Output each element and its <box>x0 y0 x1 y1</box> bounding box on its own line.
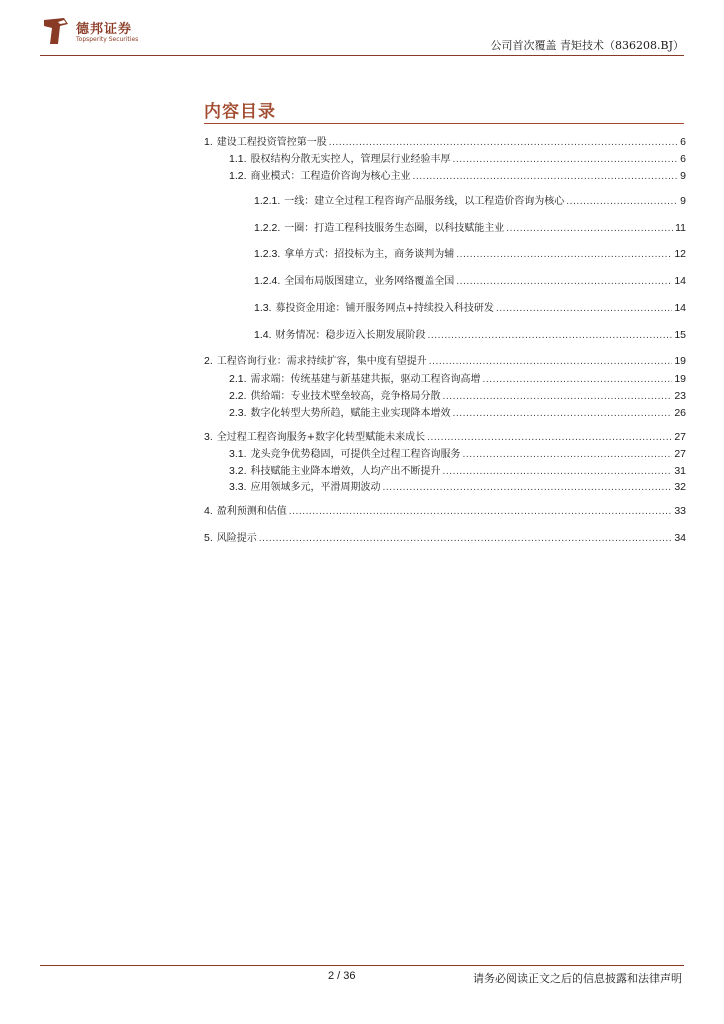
toc-entry-page: 31 <box>674 465 686 477</box>
toc-entry[interactable] <box>204 504 686 518</box>
toc-entry[interactable] <box>229 480 686 494</box>
toc-leader-dots <box>496 302 672 316</box>
toc-entry-number: 1.2. <box>229 170 247 182</box>
logo-name: 德邦证券 <box>76 22 133 37</box>
toc-leader-dots <box>443 465 673 479</box>
toc-entry[interactable] <box>254 194 686 208</box>
toc-entry-page: 15 <box>674 329 686 341</box>
toc-entry-number: 1.2.4. <box>254 275 281 287</box>
toc-entry-page: 9 <box>680 195 686 207</box>
toc-entry[interactable] <box>254 328 686 342</box>
toc-entry-number: 1. <box>204 136 213 148</box>
toc-entry-title: 财务情况：稳步迈入长期发展阶段 <box>275 330 426 341</box>
toc-entry[interactable] <box>254 221 686 235</box>
toc-entry-title: 全过程工程咨询服务+数字化转型赋能未来成长 <box>216 432 426 443</box>
toc-entry-page: 6 <box>680 136 686 148</box>
toc-leader-dots <box>456 275 672 289</box>
toc-entry[interactable] <box>254 247 686 261</box>
toc-entry[interactable] <box>229 169 686 183</box>
toc-entry-page: 34 <box>674 532 686 544</box>
toc-entry[interactable] <box>254 274 686 288</box>
toc-leader-dots <box>443 390 673 404</box>
toc-leader-dots <box>463 448 673 462</box>
toc-leader-dots <box>429 355 673 369</box>
toc-entry[interactable] <box>204 430 686 444</box>
toc-entry-title: 商业模式：工程造价咨询为核心主业 <box>250 171 411 182</box>
toc-entry-number: 2.1. <box>229 373 247 385</box>
toc-entry[interactable] <box>229 464 686 478</box>
toc-entry-title: 供给端：专业技术壁垒较高，竞争格局分散 <box>250 391 441 402</box>
page-number: 2 / 36 <box>328 970 356 982</box>
toc-entry-title: 股权结构分散无实控人，管理层行业经验丰厚 <box>250 154 451 165</box>
company-logo <box>40 14 180 48</box>
toc-entry[interactable] <box>254 301 686 315</box>
toc-entry-page: 27 <box>674 431 686 443</box>
footer-divider <box>40 965 684 966</box>
toc-entry-title: 数字化转型大势所趋，赋能主业实现降本增效 <box>250 408 451 419</box>
toc-entry-title: 全国布局版图建立，业务网络覆盖全国 <box>284 276 455 287</box>
toc-entry-page: 14 <box>674 275 686 287</box>
toc-leader-dots <box>483 373 673 387</box>
toc-entry-number: 3. <box>204 431 213 443</box>
toc-entry-number: 3.2. <box>229 465 247 477</box>
toc-entry-page: 32 <box>674 481 686 493</box>
toc-entry-page: 14 <box>674 302 686 314</box>
toc-entry-number: 4. <box>204 505 213 517</box>
toc-entry-title: 风险提示 <box>216 533 257 544</box>
toc-entry-number: 1.2.1. <box>254 195 281 207</box>
toc-entry-title: 工程咨询行业：需求持续扩容，集中度有望提升 <box>216 356 427 367</box>
toc-entry-number: 2.3. <box>229 407 247 419</box>
header-divider <box>40 55 684 56</box>
company-logo-icon <box>40 14 70 48</box>
toc-entry-page: 12 <box>674 248 686 260</box>
toc-entry[interactable] <box>229 372 686 386</box>
toc-leader-dots <box>428 329 673 343</box>
toc-entry-number: 2.2. <box>229 390 247 402</box>
toc-leader-dots <box>289 505 673 519</box>
toc-entry-title: 拿单方式：招投标为主，商务谈判为辅 <box>284 249 455 260</box>
toc-entry-title: 一线：建立全过程工程咨询产品服务线，以工程造价咨询为核心 <box>284 196 565 207</box>
toc-leader-dots <box>329 136 678 150</box>
toc-entry-page: 23 <box>674 390 686 402</box>
toc-entry[interactable] <box>229 406 686 420</box>
toc-title: 内容目录 <box>204 102 276 122</box>
toc-entry-page: 11 <box>675 222 686 234</box>
toc-leader-dots <box>566 195 678 209</box>
toc-entry-title: 科技赋能主业降本增效，人均产出不断提升 <box>250 466 441 477</box>
toc-entry-number: 1.4. <box>254 329 272 341</box>
disclaimer-note: 请务必阅读正文之后的信息披露和法律声明 <box>473 972 682 985</box>
toc-leader-dots <box>427 431 672 445</box>
toc-leader-dots <box>456 248 672 262</box>
toc-entry-number: 1.3. <box>254 302 272 314</box>
toc-entry-page: 33 <box>674 505 686 517</box>
toc-entry-title: 盈利预测和估值 <box>216 506 287 517</box>
toc-entry-number: 1.1. <box>229 153 247 165</box>
toc-entry-page: 19 <box>674 355 686 367</box>
toc-entry-number: 2. <box>204 355 213 367</box>
toc-leader-dots <box>383 481 673 495</box>
toc-entry-number: 1.2.3. <box>254 248 281 260</box>
toc-entry[interactable] <box>204 531 686 545</box>
toc-entry-number: 3.1. <box>229 448 247 460</box>
toc-entry-title: 募投资金用途：铺开服务网点+持续投入科技研发 <box>275 303 494 314</box>
report-info: 公司首次覆盖 青矩技术（836208.BJ） <box>490 39 684 52</box>
toc-entry-title: 一圈：打造工程科技服务生态圈，以科技赋能主业 <box>284 223 505 234</box>
toc-entry[interactable] <box>229 447 686 461</box>
logo-subtitle: Topsperity Securities <box>76 36 139 43</box>
toc-entry-page: 27 <box>674 448 686 460</box>
toc-leader-dots <box>453 153 679 167</box>
toc-title-divider <box>204 123 684 124</box>
toc-leader-dots <box>453 407 673 421</box>
toc-leader-dots <box>506 222 673 236</box>
toc-leader-dots <box>259 532 673 546</box>
toc-entry-page: 19 <box>674 373 686 385</box>
toc-entry-title: 应用领域多元，平滑周期波动 <box>250 482 381 493</box>
toc-entry-title: 建设工程投资管控第一股 <box>216 137 327 148</box>
toc-entry-number: 3.3. <box>229 481 247 493</box>
toc-entry[interactable] <box>229 389 686 403</box>
toc-leader-dots <box>413 170 679 184</box>
toc-entry[interactable] <box>204 354 686 368</box>
toc-entry-page: 9 <box>680 170 686 182</box>
toc-entry-page: 26 <box>674 407 686 419</box>
toc-entry-number: 1.2.2. <box>254 222 281 234</box>
toc-entry-title: 需求端：传统基建与新基建共振，驱动工程咨询高增 <box>250 374 481 385</box>
toc-entry-title: 龙头竞争优势稳固，可提供全过程工程咨询服务 <box>250 449 461 460</box>
toc-entry-number: 5. <box>204 532 213 544</box>
toc-entry[interactable] <box>204 135 686 149</box>
toc-entry-page: 6 <box>680 153 686 165</box>
toc-entry[interactable] <box>229 152 686 166</box>
